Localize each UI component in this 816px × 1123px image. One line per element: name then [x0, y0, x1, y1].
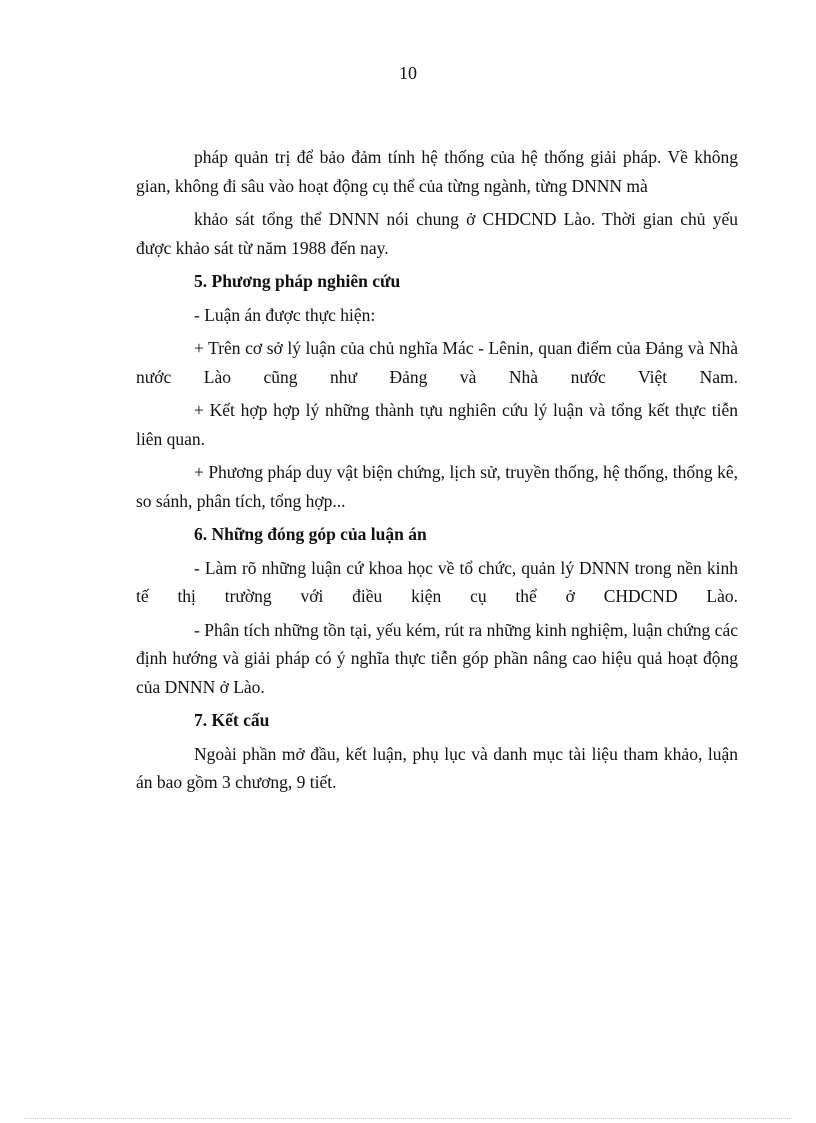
heading-research-methods: 5. Phương pháp nghiên cứu: [194, 271, 401, 291]
heading-structure: 7. Kết cấu: [194, 710, 270, 730]
paragraph-structure: Ngoài phần mở đầu, kết luận, phụ lục và danh mục tài liệu tham khảo, luận án bao gồm 3 chương, 9 tiết.: [136, 743, 738, 792]
paragraph-method-basis: + Trên cơ sở lý luận của chủ nghĩa Mác - Lênin, quan điểm của Đảng và Nhà nước Lào cũng như Đảng và Nhà nước Việt Nam.: [136, 338, 738, 387]
document-body: [136, 143, 738, 802]
heading-contributions: 6. Những đóng góp của luận án: [194, 524, 427, 544]
paragraph-scope-time: khảo sát tổng thể DNNN nói chung ở CHDCND Lào. Thời gian chủ yếu được khảo sát từ năm 1988 đến nay.: [136, 209, 738, 258]
paragraph-contribution-2: - Phân tích những tồn tại, yếu kém, rút ra những kinh nghiệm, luận chứng các định hướng và giải pháp có ý nghĩa thực tiễn góp phần nâng cao hiệu quả hoạt động của DNNN ở Lào.: [136, 619, 738, 697]
paragraph-scope-space: pháp quản trị để bảo đảm tính hệ thống của hệ thống giải pháp. Về không gian, không đi sâu vào hoạt động cụ thể của từng ngành, từng DNNN mà: [136, 147, 738, 196]
paragraph-contribution-1: - Làm rõ những luận cứ khoa học về tổ chức, quản lý DNNN trong nền kinh tế thị trường với điều kiện cụ thể ở CHDCND Lào.: [136, 557, 738, 606]
page-bottom-divider: [24, 1118, 792, 1119]
paragraph-method-dialectics: + Phương pháp duy vật biện chứng, lịch sử, truyền thống, hệ thống, thống kê, so sánh, phân tích, tổng hợp...: [136, 462, 738, 511]
paragraph-method-combine: + Kết hợp hợp lý những thành tựu nghiên cứu lý luận và tổng kết thực tiễn liên quan.: [136, 400, 738, 449]
page-number: 10: [399, 63, 417, 83]
paragraph-method-intro: - Luận án được thực hiện:: [194, 304, 376, 325]
